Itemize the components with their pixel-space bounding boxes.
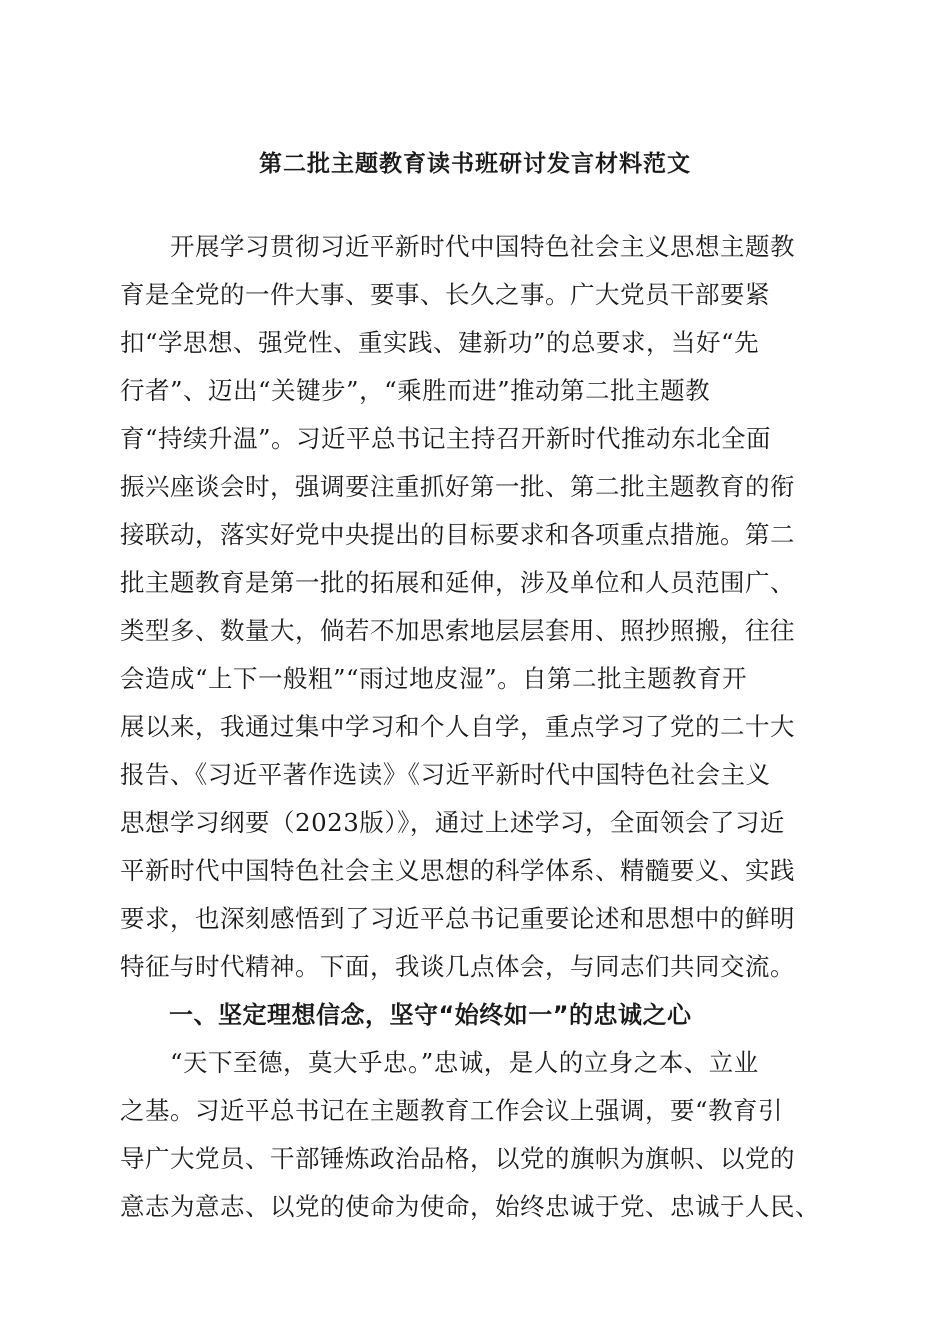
document-title: 第二批主题教育读书班研讨发言材料范文 <box>259 151 691 177</box>
text-line: 展以来，我通过集中学习和个人自学，重点学习了党的二十大 <box>120 712 795 741</box>
text-line: 会造成“上下一般粗”“雨过地皮湿”。自第二批主题教育开 <box>120 664 748 693</box>
text-line: 要求，也深刻感悟到了习近平总书记重要论述和思想中的鲜明 <box>120 904 795 933</box>
text-line: 接联动，落实好党中央提出的目标要求和各项重点措施。第二 <box>120 520 795 549</box>
text-line: 振兴座谈会时，强调要注重抓好第一批、第二批主题教育的衔 <box>120 472 795 501</box>
text-line: 导广大党员、干部锤炼政治品格，以党的旗帜为旗帜、以党的 <box>120 1144 795 1173</box>
text-line: 特征与时代精神。下面，我谈几点体会，与同志们共同交流。 <box>120 952 795 981</box>
text-line: “天下至德，莫大乎忠。”忠诚，是人的立身之本、立业 <box>120 1048 759 1077</box>
text-line: 报告、《习近平著作选读》《习近平新时代中国特色社会主义 <box>120 760 771 789</box>
text-line: 之基。习近平总书记在主题教育工作会议上强调，要“教育引 <box>120 1096 784 1125</box>
text-line: 育是全党的一件大事、要事、长久之事。广大党员干部要紧 <box>120 280 770 309</box>
section-heading-1: 一、坚定理想信念，坚守“始终如一”的忠诚之心 <box>120 1001 692 1029</box>
text-line: 行者”、迈出“关键步”，“乘胜而进”推动第二批主题教 <box>120 376 711 405</box>
text-line: 思想学习纲要（2023版）》，通过上述学习，全面领会了习近 <box>120 808 785 837</box>
text-line: 扣“学思想、强党性、重实践、建新功”的总要求，当好“先 <box>120 328 760 357</box>
text-line: 意志为意志、以党的使命为使命，始终忠诚于党、忠诚于人民、 <box>120 1192 820 1221</box>
text-line: 平新时代中国特色社会主义思想的科学体系、精髓要义、实践 <box>120 856 795 885</box>
text-line: 开展学习贯彻习近平新时代中国特色社会主义思想主题教 <box>120 232 795 261</box>
paragraph-1 <box>120 223 840 1231</box>
text-line: 批主题教育是第一批的拓展和延伸，涉及单位和人员范围广、 <box>120 568 795 597</box>
text-line: 育“持续升温”。习近平总书记主持召开新时代推动东北全面 <box>120 424 772 453</box>
text-line: 类型多、数量大，倘若不加思索地层层套用、照抄照搬，往往 <box>120 616 795 645</box>
